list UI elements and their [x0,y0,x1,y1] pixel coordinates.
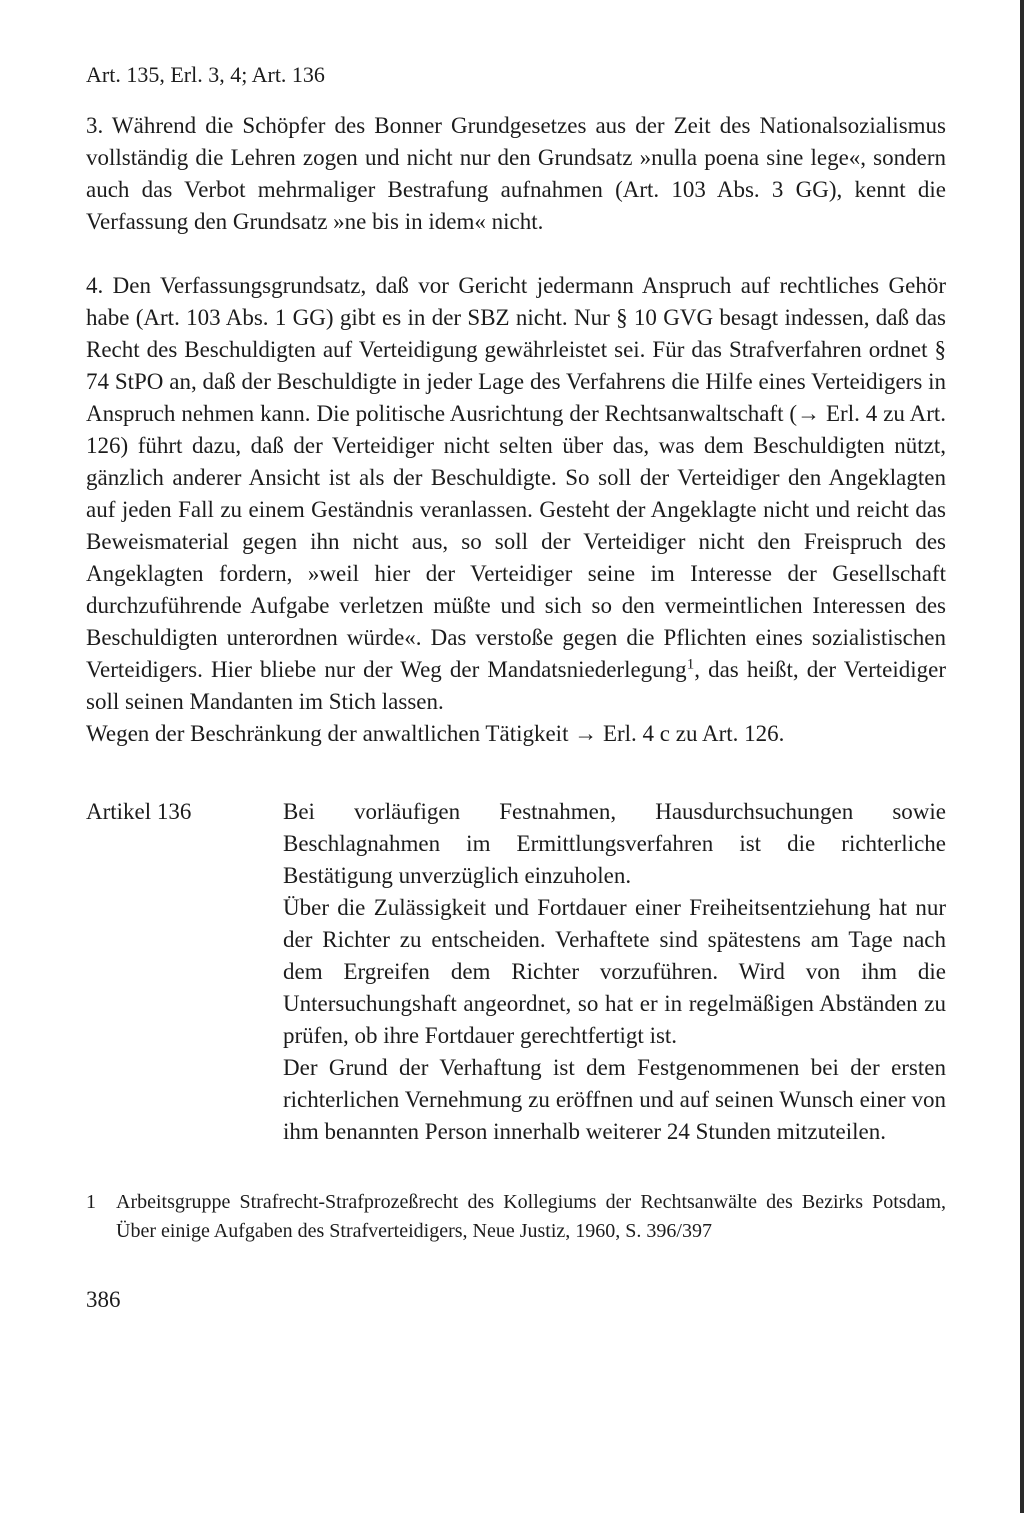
footnote-number: 1 [86,1191,96,1213]
paragraph-3: 3. Während die Schöpfer des Bonner Grundgesetzes aus der Zeit des Nationalsozialismus vollständig die Lehren zogen und nicht nur den Grundsatz »nulla poena sine lege«, sondern auch das Verbot mehrmaliger Bestrafung aufnahmen (Art. 103 Abs. 3 GG), kennt die Verfassung den Grundsatz »ne bis in idem« nicht. [86,113,946,234]
document-page [86,60,946,1316]
paragraph-4 [86,270,946,750]
page-edge-border [1020,0,1024,1513]
paragraph-4-text-before-note: 4. Den Verfassungsgrundsatz, daß vor Gericht jedermann Anspruch auf rechtliches Gehör habe (Art. 103 Abs. 1 GG) gibt es in der SBZ nicht. Nur § 10 GVG besagt indessen, daß das Recht des Beschuldigten auf Verteidigung gewährleistet sei. Für das Strafverfahren ordnet § 74 StPO an, daß der Beschuldigte in jeder Lage des Verfahrens die Hilfe eines Verteidigers in Anspruch nehmen kann. Die politische Ausrichtung der Rechtsanwaltschaft (→ Erl. 4 zu Art. 126) führt dazu, daß der Verteidiger nicht selten über das, was dem Beschuldigten nützt, gänzlich anderer Ansicht ist als der Beschuldigte. So soll der Verteidiger den Angeklagten auf jeden Fall zu einem Geständnis veranlassen. Gesteht der Angeklagte nicht und reicht das Beweismaterial gegen ihn nicht aus, so soll der Verteidiger nicht den Freispruch des Angeklagten fordern, »weil hier der Verteidiger seine im Interesse der Gesellschaft durchzuführende Aufgabe verletzen müßte und sich so den vermeintlichen Interessen des Beschuldigten unterordnen würde«. Das verstoße gegen die Pflichten eines sozialistischen Verteidigers. Hier bliebe nur der Weg der Mandatsniederlegung [86,273,946,682]
article-136 [86,796,946,1148]
paragraph-4-body [86,270,946,718]
article-136-paragraph: Der Grund der Verhaftung ist dem Festgenommenen bei der ersten richterlichen Vernehmung zu eröffnen und auf seinen Wunsch einer von ihm benannten Person innerhalb weiterer 24 Stunden mitzuteilen. [283,1055,946,1144]
paragraph-4-closing-line: Wegen der Beschränkung der anwaltlichen Tätigkeit → Erl. 4 c zu Art. 126. [86,721,785,746]
article-136-paragraph: Bei vorläufigen Festnahmen, Hausdurchsuchungen sowie Beschlagnahmen im Ermittlungsverfahren ist die richterliche Bestätigung unverzüglich einzuholen. [283,799,946,888]
article-136-paragraph: Über die Zulässigkeit und Fortdauer einer Freiheitsentziehung hat nur der Richter zu entscheiden. Verhaftete sind spätestens am Tage nach dem Ergreifen dem Richter vorzuführen. Wird von ihm die Untersuchungshaft angeordnet, so hat er in regelmäßigen Abständen zu prüfen, ob ihre Fortdauer gerechtfertigt ist. [283,895,946,1048]
footnote [86,1188,946,1246]
paragraph-4-text-after-note: , das heißt, der Verteidiger soll seinen Mandanten im Stich lassen. [86,657,946,714]
article-136-label: Artikel 136 [86,799,192,824]
article-136-body [283,796,946,1148]
footnote-text: Arbeitsgruppe Strafrecht-Strafprozeßrecht des Kollegiums der Rechtsanwälte des Bezirks Potsdam, Über einige Aufgaben des Strafverteidigers, Neue Justiz, 1960, S. 396/397 [116,1191,946,1242]
running-head: Art. 135, Erl. 3, 4; Art. 136 [86,62,325,87]
page-number: 386 [86,1287,121,1312]
footnote-reference: 1 [686,656,695,673]
